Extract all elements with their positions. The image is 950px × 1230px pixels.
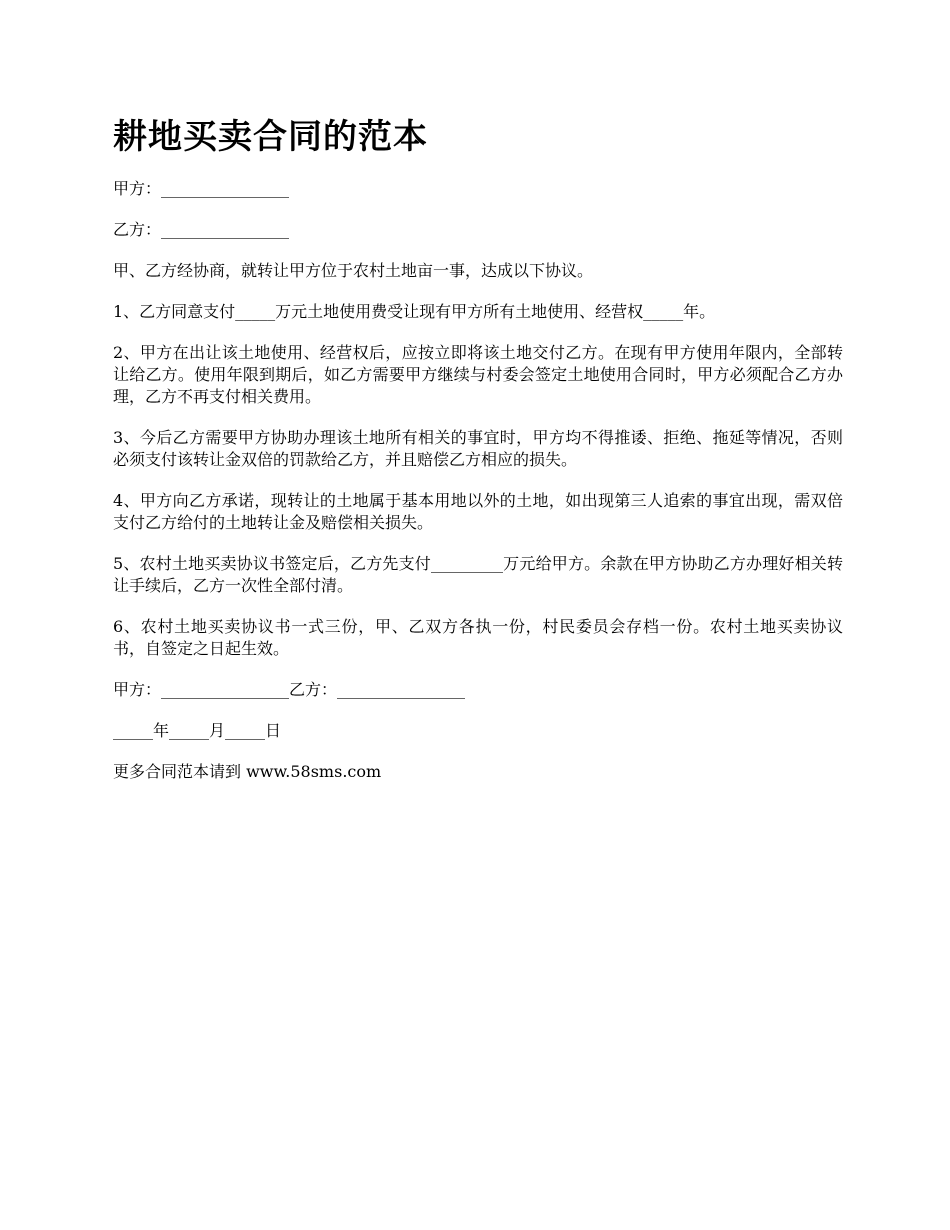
clause-6: 6、农村土地买卖协议书一式三份，甲、乙双方各执一份，村民委员会存档一份。农村土地买卖协议书，自签定之日起生效。: [113, 617, 843, 658]
footer-note: 更多合同范本请到 www.58sms.com: [113, 762, 382, 781]
clause-3: 3、今后乙方需要甲方协助办理该土地所有相关的事宜时，甲方均不得推诿、拒绝、拖延等情况，否则必须支付该转让金双倍的罚款给乙方，并且赔偿乙方相应的损失。: [113, 428, 843, 469]
clause-5: 5、农村土地买卖协议书签定后，乙方先支付_________万元给甲方。余款在甲方协助乙方办理好相关转让手续后，乙方一次性全部付清。: [113, 554, 843, 595]
party-a-line: 甲方：________________: [113, 179, 290, 198]
intro-paragraph: 甲、乙方经协商，就转让甲方位于农村土地亩一事，达成以下协议。: [113, 261, 594, 280]
document-title: 耕地买卖合同的范本: [113, 117, 428, 157]
party-b-line: 乙方：________________: [113, 220, 290, 239]
clause-2: 2、甲方在出让该土地使用、经营权后，应按立即将该土地交付乙方。在现有甲方使用年限内，全部转让给乙方。使用年限到期后，如乙方需要甲方继续与村委会签定土地使用合同时，甲方必须配合乙方办理，乙方不再支付相关费用。: [113, 343, 843, 406]
clause-1: 1、乙方同意支付_____万元土地使用费受让现有甲方所有土地使用、经营权_____年。: [113, 302, 716, 321]
date-line: _____年_____月_____日: [113, 721, 282, 740]
document-page: [113, 112, 843, 802]
clause-4: 4、甲方向乙方承诺，现转让的土地属于基本用地以外的土地，如出现第三人追索的事宜出现，需双倍支付乙方给付的土地转让金及赔偿相关损失。: [113, 491, 843, 532]
signature-line: 甲方：________________乙方：________________: [113, 680, 466, 699]
